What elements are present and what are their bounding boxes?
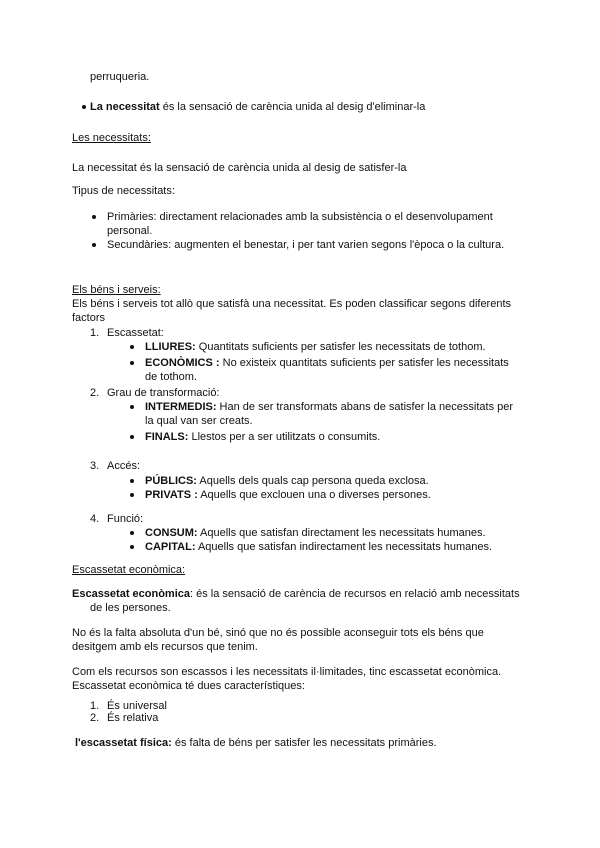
list-item <box>145 356 509 370</box>
item-text: Aquells que satisfan indirectament les necessitats humanes. <box>195 541 493 553</box>
bullet-icon <box>130 361 134 365</box>
item-text: Han de ser transformats abans de satisfer la necessitats per <box>216 401 514 413</box>
paragraph-line: No és la falta absoluta d'un bé, sinó que no és possible aconseguir tots els béns que <box>72 627 484 639</box>
fisica-term: l'escassetat física: <box>75 737 172 749</box>
bullet-icon <box>130 435 134 439</box>
item-text: No existeix quantitats suficients per satisfer les necessitats <box>219 357 509 369</box>
list-number: 4. <box>90 513 100 525</box>
bullet-icon <box>130 545 134 549</box>
factor-title-escassetat: Escassetat: <box>107 327 164 339</box>
paragraph-line: Com els recursos son escassos i les necessitats il·limitades, tinc escassetat econòmica. <box>72 666 502 678</box>
item-term: ECONÒMICS : <box>145 357 220 369</box>
factor-title-grau: Grau de transformació: <box>107 387 220 399</box>
list-item <box>145 400 513 414</box>
list-number: 1. <box>90 327 100 339</box>
list-item <box>145 488 431 502</box>
list-number: 2. <box>90 712 100 724</box>
bens-intro-line1: Els béns i serveis tot allò que satisfà una necessitat. Es poden classificar segons diferents <box>72 298 512 310</box>
item-term: LLIURES: <box>145 341 196 353</box>
continuation-text: perruqueria. <box>90 71 150 83</box>
list-item <box>145 430 380 444</box>
item-text: Llestos per a ser utilitzats o consumits. <box>188 431 381 443</box>
paragraph-line: desitgem amb els recursos que tenim. <box>72 641 258 653</box>
types-intro: Tipus de necessitats: <box>72 185 175 197</box>
item-text: Aquells que satisfan directament les necessitats humanes. <box>197 527 486 539</box>
bullet-icon <box>130 531 134 535</box>
paragraph-line: Escassetat econòmica té dues característiques: <box>72 680 305 692</box>
section-heading-escassetat: Escassetat econòmica: <box>72 564 186 576</box>
escassetat-def-cont: de les persones. <box>90 602 171 614</box>
item-text: Aquells dels quals cap persona queda exclosa. <box>196 475 429 487</box>
secundaries-text: Secundàries: augmenten el benestar, i per tant varien segons l'època o la cultura. <box>107 239 505 251</box>
factor-title-funcio: Funció: <box>107 513 144 525</box>
list-item <box>145 474 429 488</box>
characteristic-item: És universal <box>107 700 167 712</box>
list-number: 3. <box>90 460 100 472</box>
item-text: Quantitats suficients per satisfer les necessitats de tothom. <box>195 341 486 353</box>
list-number: 1. <box>90 700 100 712</box>
bullet-icon <box>130 405 134 409</box>
primaries-line1: Primàries: directament relacionades amb la subsistència o el desenvolupament <box>107 211 493 223</box>
factor-title-acces: Accés: <box>107 460 141 472</box>
list-item <box>145 540 492 554</box>
escassetat-def: : és la sensació de carència de recursos en relació amb necessitats <box>190 588 520 600</box>
item-term: CONSUM: <box>145 527 198 539</box>
primaries-line2: personal. <box>107 225 153 237</box>
item-text-cont: de tothom. <box>145 371 197 383</box>
necessitat-definition <box>90 100 425 114</box>
list-number: 2. <box>90 387 100 399</box>
section-heading-necessitats: Les necessitats: <box>72 132 151 144</box>
characteristic-item: És relativa <box>107 712 159 724</box>
bullet-icon <box>92 215 96 219</box>
item-term: INTERMEDIS: <box>145 401 217 413</box>
item-term: PRIVATS : <box>145 489 198 501</box>
fisica-def: és falta de béns per satisfer les necessitats primàries. <box>171 737 437 749</box>
bens-intro-line2: factors <box>72 312 106 324</box>
bullet-icon <box>82 105 86 109</box>
bullet-icon <box>130 345 134 349</box>
item-text: Aquells que exclouen una o diverses persones. <box>197 489 431 501</box>
item-term: FINALS: <box>145 431 189 443</box>
item-term: PÚBLICS: <box>145 475 197 487</box>
item-text-cont: la qual van ser creats. <box>145 415 253 427</box>
item-term: CAPITAL: <box>145 541 196 553</box>
escassetat-fisica <box>75 736 437 750</box>
bullet-icon <box>130 479 134 483</box>
list-item <box>145 526 486 540</box>
section-heading-bens: Els béns i serveis: <box>72 284 161 296</box>
bullet-icon <box>130 493 134 497</box>
list-item <box>145 340 486 354</box>
necessitat-definition-2: La necessitat és la sensació de carència unida al desig de satisfer-la <box>72 162 407 174</box>
bullet-icon <box>92 243 96 247</box>
necessitat-term: La necessitat <box>90 101 160 113</box>
escassetat-definition <box>72 587 520 601</box>
necessitat-def: és la sensació de carència unida al desig d'eliminar-la <box>159 101 426 113</box>
escassetat-term: Escassetat econòmica <box>72 588 191 600</box>
